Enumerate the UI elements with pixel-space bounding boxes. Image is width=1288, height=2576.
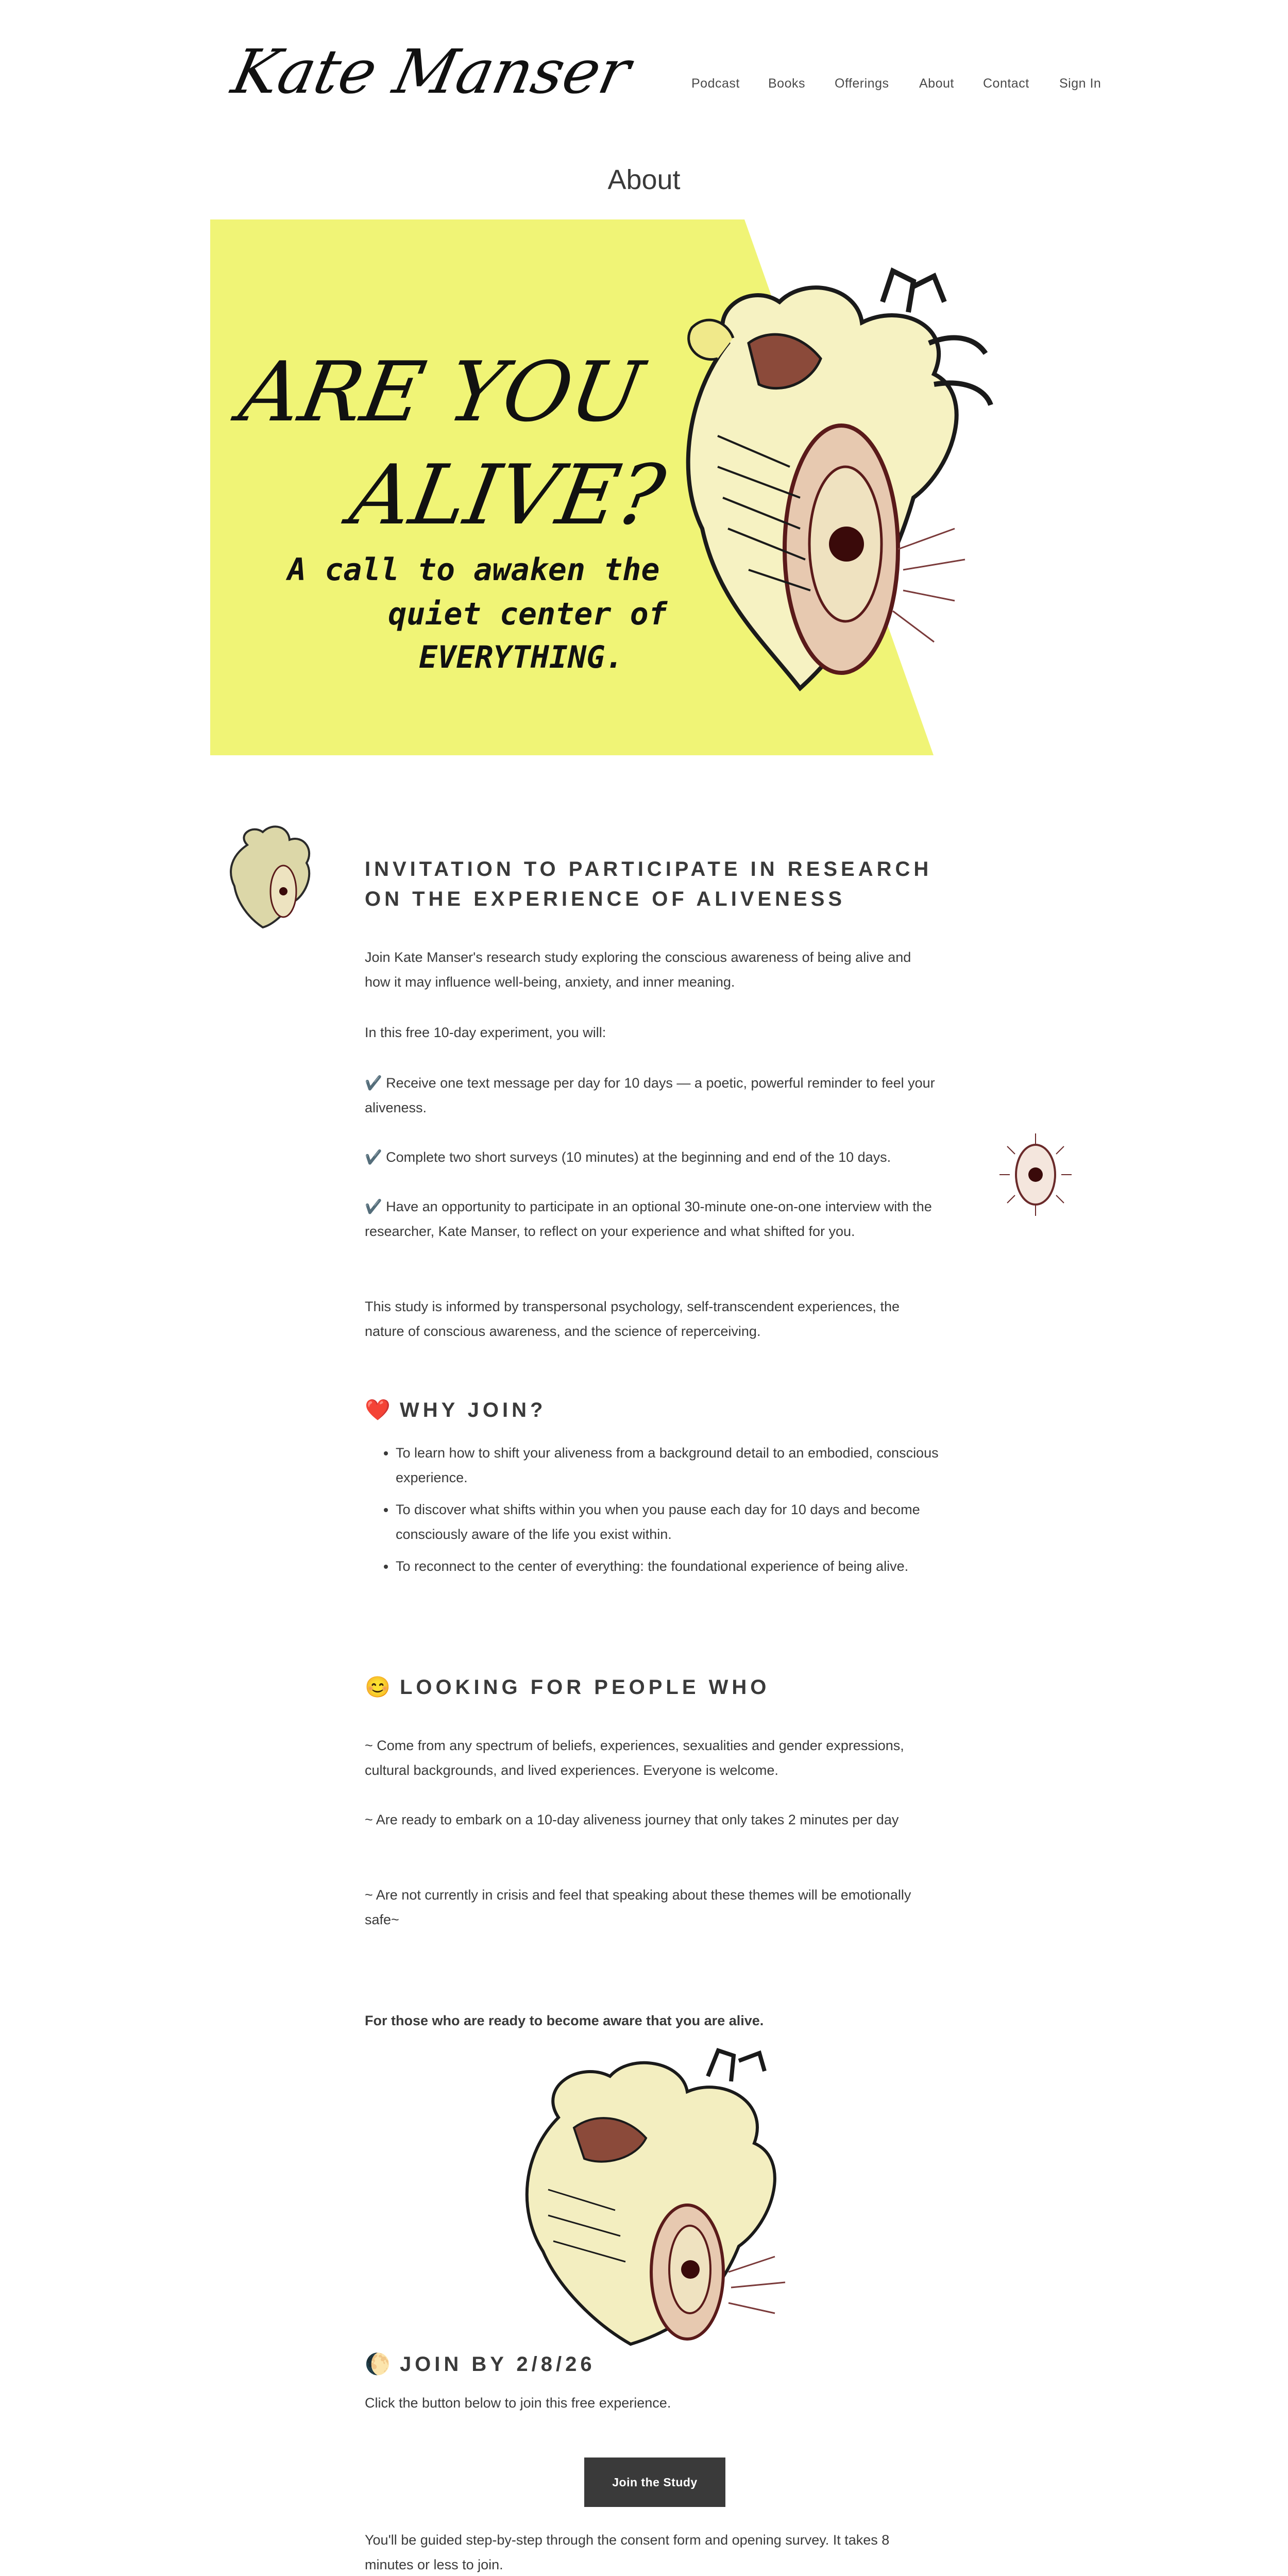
small-heart-image [227,824,314,927]
why-join-list [366,1440,952,1586]
list-item: • To learn how to shift your aliveness from a background detail to an embodied, conscious experience. [396,1440,952,1490]
hero-line-2: ALIVE? [344,447,672,544]
invitation-intro: Join Kate Manser's research study exploring the conscious awareness of being alive and how it may influence well-being, anxiety, and inner meaning. [365,950,911,990]
logo-text: Kate Manser [226,37,637,108]
invitation-lead: In this free 10-day experiment, you will: [365,1025,606,1040]
heart-emoji-icon: ❤️ [365,1399,391,1421]
ready-line: For those who are ready to become aware that you are alive. [365,2013,764,2028]
looking-for-item: ~ Are not currently in crisis and feel that speaking about these themes will be emotionally safe~ [365,1887,911,1927]
join-study-button[interactable]: Join the Study [584,2458,725,2507]
nav-contact[interactable]: Contact [983,76,1029,91]
join-text: Click the button below to join this free experience. [365,2395,671,2411]
list-item: • To discover what shifts within you when you pause each day for 10 days and become consciously aware of the life you exist within. [396,1497,952,1547]
invitation-item: ✔️ Receive one text message per day for 10 days — a poetic, powerful reminder to feel your aliveness. [365,1075,935,1115]
invitation-item: ✔️ Complete two short surveys (10 minutes) at the beginning and end of the 10 days. [365,1149,891,1165]
list-item: • To reconnect to the center of everything: the foundational experience of being alive. [396,1554,952,1579]
join-title: JOIN BY 2/8/26 [399,2353,596,2376]
logo-signature [226,32,637,130]
looking-for-title: LOOKING FOR PEOPLE WHO [399,1676,770,1699]
looking-for-heading [365,1672,770,1702]
hero-sub-2: quiet center of [388,596,667,632]
nav-sign-in[interactable]: Sign In [1059,76,1101,91]
hero-banner [210,219,931,755]
hero-sub-3: EVERYTHING. [419,639,624,675]
nav-offerings[interactable]: Offerings [835,76,889,91]
moon-emoji-icon: 🌔 [365,2353,391,2376]
site-logo[interactable] [226,32,637,130]
invitation-item: ✔️ Have an opportunity to participate in an optional 30-minute one-on-one interview with the researcher, Kate Manser, to reflect on your experience and what shifted for you. [365,1199,932,1239]
invitation-heading: INVITATION TO PARTICIPATE IN RESEARCH ON THE EXPERIENCE OF ALIVENESS [365,858,933,910]
page-title: About [607,164,681,195]
hero-line-1: ARE YOU [233,344,650,440]
center-heart-image [517,2056,795,2344]
join-heading [365,2349,596,2379]
looking-for-item: ~ Are ready to embark on a 10-day aliveness journey that only takes 2 minutes per day [365,1812,899,1827]
nav-about[interactable]: About [919,76,954,91]
invitation-closing: This study is informed by transpersonal psychology, self-transcendent experiences, the nature of conscious awareness, and the science of reperceiving. [365,1299,900,1339]
eye-illustration [994,1133,1077,1216]
join-guided-text: You'll be guided step-by-step through the consent form and opening survey. It takes 8 minutes or less to join. [365,2532,890,2572]
why-join-title: WHY JOIN? [399,1399,547,1421]
nav-books[interactable]: Books [768,76,805,91]
hero-sub-1: A call to awaken the [287,552,660,588]
smile-emoji-icon: 😊 [365,1676,391,1699]
why-join-heading [365,1395,546,1425]
looking-for-item: ~ Come from any spectrum of beliefs, experiences, sexualities and gender expressions, cultural backgrounds, and lived experiences. Everyone is welcome. [365,1738,904,1778]
hero-graphic [210,219,931,755]
nav-podcast[interactable]: Podcast [691,76,740,91]
